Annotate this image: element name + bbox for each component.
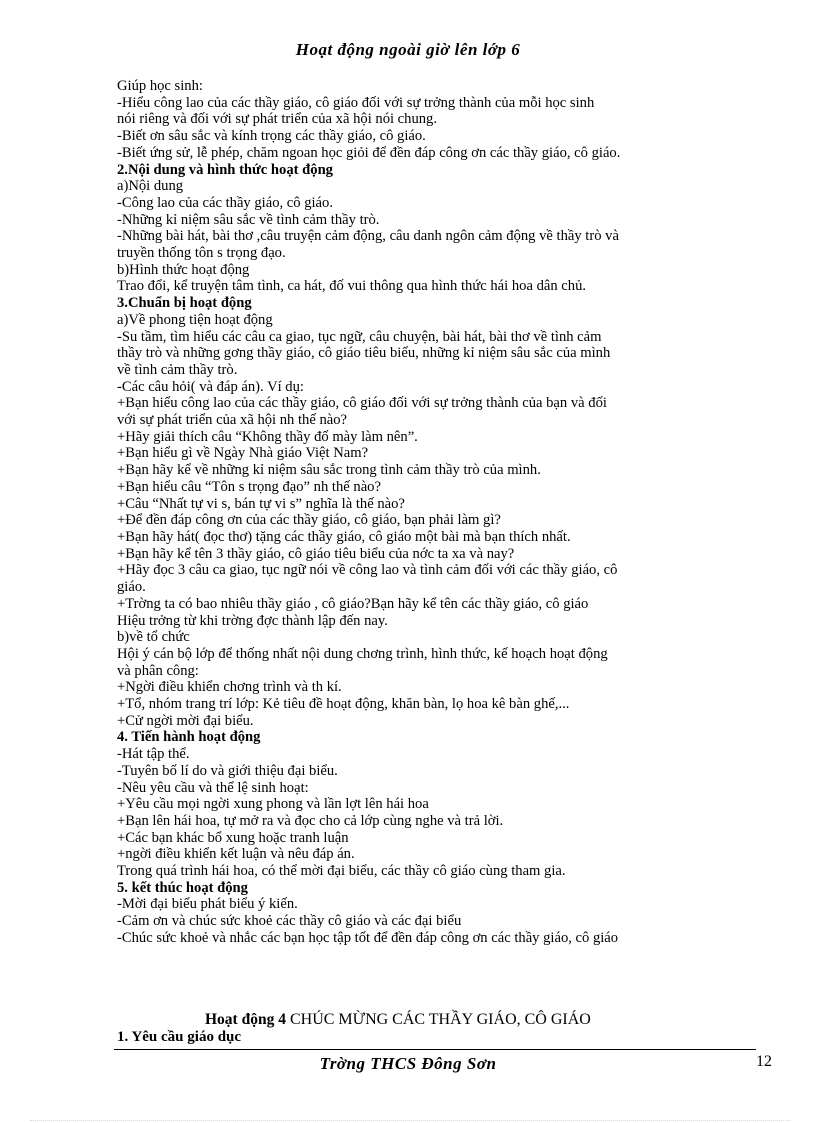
- page-number: 12: [756, 1053, 772, 1070]
- text-line: -Những bài hát, bài thơ ,câu truyện cảm động, câu danh ngôn cảm động về thầy trò và: [117, 228, 619, 245]
- text-line: +Trờng ta có bao nhiêu thầy giáo , cô giáo?Bạn hãy kể tên các thầy giáo, cô giáo: [117, 595, 589, 612]
- text-line: và phân công:: [117, 662, 199, 679]
- section-heading: 4. Tiến hành hoạt động: [117, 729, 261, 746]
- text-line: +Bạn hiểu gì về Ngày Nhà giáo Việt Nam?: [117, 445, 369, 462]
- text-line: nói riêng và đối với sự phát triển của xã hội nói chung.: [117, 111, 438, 128]
- text-line: +Câu “Nhất tự vi s, bán tự vi s” nghĩa là thế nào?: [117, 495, 405, 512]
- text-line: +ngời điều khiển kết luận và nêu đáp án.: [117, 846, 355, 863]
- text-line: -Mời đại biểu phát biểu ý kiến.: [117, 896, 298, 913]
- text-line: -Su tầm, tìm hiểu các câu ca giao, tục ngữ, câu chuyện, bài hát, bài thơ về tình cảm: [117, 328, 602, 345]
- text-line: -Biết ứng sử, lễ phép, chăm ngoan học giỏi để đền đáp công ơn các thầy giáo, cô giáo.: [117, 144, 621, 161]
- text-line: +Bạn lên hái hoa, tự mở ra và đọc cho cả lớp cùng nghe và trả lời.: [117, 812, 504, 829]
- page-edge-divider: [30, 1120, 790, 1121]
- text-line: +Bạn hãy kể tên 3 thầy giáo, cô giáo tiêu biểu của nớc ta xa và nay?: [117, 545, 515, 562]
- text-line: a)Về phong tiện hoạt động: [117, 311, 273, 328]
- text-line: -Công lao của các thầy giáo, cô giáo.: [117, 194, 333, 211]
- text-line: b)Hình thức hoạt động: [117, 261, 250, 278]
- activity-heading: [205, 1011, 591, 1029]
- text-line: +Tổ, nhóm trang trí lớp: Kẻ tiêu đề hoạt động, khăn bàn, lọ hoa kê bàn ghế,...: [117, 696, 570, 713]
- text-line: truyền thống tôn s trọng đạo.: [117, 245, 286, 262]
- text-line: -Cảm ơn và chúc sức khoẻ các thầy cô giáo và các đại biểu: [117, 913, 462, 930]
- page-header: Hoạt động ngoài giờ lên lớp 6: [295, 40, 521, 59]
- text-line: giáo.: [117, 579, 146, 596]
- page-footer: Trờng THCS Đông Sơn: [319, 1054, 497, 1073]
- section-heading: 3.Chuẩn bị hoạt động: [117, 295, 252, 312]
- text-line: -Hiểu công lao của các thầy giáo, cô giáo đối với sự trởng thành của mỗi học sinh: [117, 94, 595, 111]
- text-line: +Ngời điều khiển chơng trình và th kí.: [117, 679, 342, 696]
- text-line: b)về tổ chức: [117, 629, 190, 646]
- text-line: Trao đổi, kể truyện tâm tình, ca hát, đố vui thông qua hình thức hái hoa dân chủ.: [117, 278, 587, 295]
- text-line: Trong quá trình hái hoa, có thể mời đại biểu, các thầy cô giáo cùng tham gia.: [117, 863, 566, 880]
- text-line: Hiệu trởng từ khi trờng đợc thành lập đến nay.: [117, 612, 388, 629]
- text-line: +Bạn hãy kể về những kỉ niệm sâu sắc trong tình cảm thầy trò của mình.: [117, 462, 541, 479]
- footer-divider: [114, 1049, 756, 1050]
- text-line: -Hát tập thể.: [117, 746, 190, 763]
- text-line: +Bạn hiểu câu “Tôn s trọng đạo” nh thế nào?: [117, 478, 381, 495]
- activity-label: Hoạt động 4: [205, 1011, 286, 1028]
- text-line: -Các câu hỏi( và đáp án). Ví dụ:: [117, 378, 304, 395]
- document-body: [117, 78, 777, 947]
- text-line: với sự phát triển của xã hội nh thế nào?: [117, 412, 348, 429]
- text-line: +Bạn hãy hát( đọc thơ) tặng các thầy giáo, cô giáo một bài mà bạn thích nhất.: [117, 528, 571, 545]
- text-line: -Nêu yêu cầu và thể lệ sinh hoạt:: [117, 779, 309, 796]
- text-line: +Yêu cầu mọi ngời xung phong và lần lợt lên hái hoa: [117, 796, 429, 813]
- text-line: +Bạn hiểu công lao của các thầy giáo, cô giáo đối với sự trởng thành của bạn và đối: [117, 395, 607, 412]
- text-line: thầy trò và những gơng thầy giáo, cô giáo tiêu biểu, những kỉ niệm sâu sắc của mình: [117, 345, 611, 362]
- text-line: Hội ý cán bộ lớp để thống nhất nội dung chơng trình, hình thức, kế hoạch hoạt động: [117, 645, 608, 662]
- text-line: +Các bạn khác bổ xung hoặc tranh luận: [117, 829, 349, 846]
- text-line: +Hãy đọc 3 câu ca giao, tục ngữ nói về công lao và tình cảm đối với các thầy giáo, cô: [117, 562, 618, 579]
- text-line: +Hãy giải thích câu “Không thầy đố mày làm nên”.: [117, 428, 418, 445]
- text-line: +Cử ngời mời đại biểu.: [117, 712, 254, 729]
- text-line: -Chúc sức khoẻ và nhắc các bạn học tập tốt để đền đáp công ơn các thầy giáo, cô giáo: [117, 929, 619, 946]
- activity-subheading: 1. Yêu cầu giáo dục: [117, 1029, 242, 1045]
- activity-title: CHÚC MỪNG CÁC THẦY GIÁO, CÔ GIÁO: [289, 1011, 591, 1028]
- text-line: +Để đền đáp công ơn của các thầy giáo, cô giáo, bạn phải làm gì?: [117, 512, 501, 529]
- text-line: -Biết ơn sâu sắc và kính trọng các thầy giáo, cô giáo.: [117, 128, 426, 145]
- text-line: về tình cảm thầy trò.: [117, 361, 238, 378]
- section-heading: 2.Nội dung và hình thức hoạt động: [117, 161, 333, 178]
- text-line: -Tuyên bố lí do và giới thiệu đại biểu.: [117, 762, 338, 779]
- text-line: a)Nội dung: [117, 178, 184, 195]
- section-heading: 5. kết thúc hoạt động: [117, 879, 248, 896]
- text-line: Giúp học sinh:: [117, 78, 203, 94]
- text-line: -Những kỉ niệm sâu sắc về tình cảm thầy trò.: [117, 211, 380, 228]
